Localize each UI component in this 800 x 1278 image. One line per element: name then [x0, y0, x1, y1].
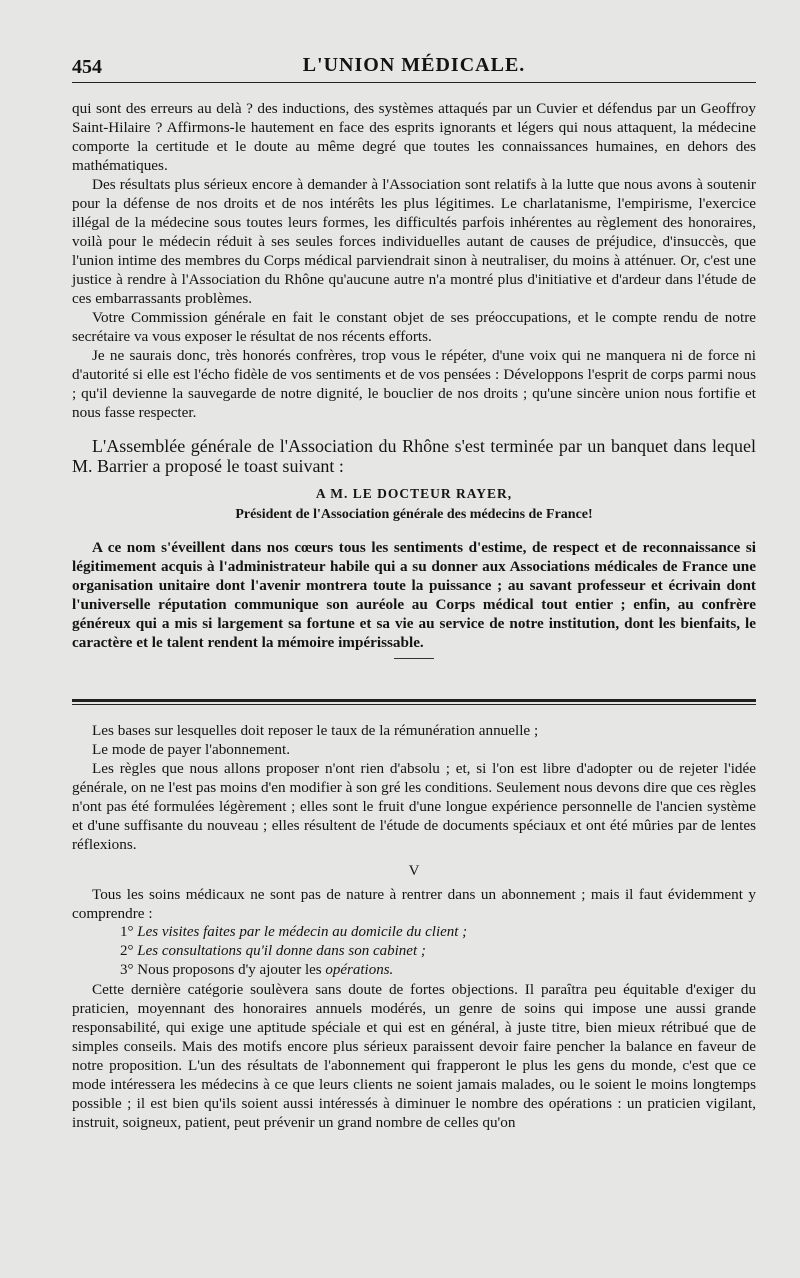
list-item	[72, 942, 756, 961]
banquet-paragraph: L'Assemblée générale de l'Association du Rhône s'est terminée par un banquet dans lequel M. Barrier a proposé le toast suivant :	[72, 436, 756, 476]
list-item	[72, 923, 756, 942]
section-divider	[72, 699, 756, 705]
list-item	[72, 961, 756, 980]
item-text: Nous proposons d'y ajouter les	[137, 962, 322, 978]
paragraph: qui sont des erreurs au delà ? des inductions, des systèmes attaqués par un Cuvier et défendus par un Geoffroy Saint-Hilaire ? Affirmons-le hautement en face des esprits ignorants et légers qui nous attaquent, la médecine comporte la certitude et le doute au même degré que toutes les connaissances humaines, en dehors des mathématiques.	[72, 100, 756, 174]
item-emphasis: opérations.	[325, 962, 394, 978]
item-number: 3°	[120, 962, 134, 978]
toast-heading: A M. LE DOCTEUR RAYER,	[315, 486, 513, 501]
item-text: Les consultations qu'il donne dans son cabinet ;	[137, 943, 426, 959]
page-number: 454	[72, 56, 102, 78]
item-number: 1°	[120, 924, 134, 940]
paragraph: Tous les soins médicaux ne sont pas de nature à rentrer dans un abonnement ; mais il faut évidemment y comprendre :	[72, 886, 756, 922]
short-divider	[394, 658, 434, 659]
item-text: Les visites faites par le médecin au domicile du client ;	[137, 924, 468, 940]
list-line: Le mode de payer l'abonnement.	[92, 741, 290, 758]
page-header	[72, 48, 756, 83]
paragraph: Je ne saurais donc, très honorés confrères, trop vous le répéter, d'une voix qui ne manquera ni de force ni d'autorité si elle est l'écho fidèle de vos sentiments et de vos pensées : Développons l'esprit de corps parmi nous ; qu'il devienne la sauvegarde de notre dignité, le bouclier de nos droits ; qu'une sincère union nous fortifie et nous fasse respecter.	[72, 347, 756, 421]
paragraph: Cette dernière catégorie soulèvera sans doute de fortes objections. Il paraîtra peu équitable d'exiger du praticien, moyennant des honoraires annuels modérés, un genre de soins qui impose une aussi grande responsabilité, qui exige une aptitude spéciale et qui est en général, à juste titre, bien mieux rétribué que de simples conseils. Mais des motifs encore plus sérieux paraissent devoir faire pencher la balance en faveur de notre proposition. L'un des résultats de l'abonnement qui frapperont le plus les gens du monde, c'est que ce mode intéressera les médecins à ce que leurs clients ne soient jamais malades, ou le soient le moins longtemps possible ; il est bien qu'ils soient aussi intéressés à diminuer le nombre des opérations : un praticien vigilant, instruit, soigneux, patient, peut prévenir un grand nombre de celles qu'on	[72, 981, 756, 1131]
section-abonnement-text	[72, 721, 756, 1132]
toast-subheading: Président de l'Association générale des médecins de France!	[235, 507, 593, 522]
list-line: Les bases sur lesquelles doit reposer le taux de la rémunération annuelle ;	[92, 722, 539, 739]
running-title: L'UNION MÉDICALE.	[302, 54, 526, 76]
paragraph: Votre Commission générale en fait le constant objet de ses préoccupations, et le compte rendu de notre secrétaire va vous exposer le résultat de nos récents efforts.	[72, 309, 756, 345]
paragraph: Des résultats plus sérieux encore à demander à l'Association sont relatifs à la lutte que nous avons à soutenir pour la défense de nos droits et de nos intérêts les plus légitimes. Le charlatanisme, l'empirisme, l'exercice illégal de la médecine sous toutes leurs formes, les difficultés parfois inhérentes au règlement des honoraires, voilà pour le médecin réduit à ses seules forces individuelles autant de causes de préjudice, d'insuccès, que l'union intime des membres du Corps médical parviendrait sinon à neutraliser, du moins à atténuer. Or, c'est une justice à rendre à l'Association du Rhône qu'aucune autre n'a montré plus d'initiative et d'ardeur dans l'étude de ces embarrassants problèmes.	[72, 176, 756, 307]
section-association-text	[72, 99, 756, 659]
paragraph: Les règles que nous allons proposer n'ont rien d'absolu ; et, si l'on est libre d'adopter ou de rejeter l'idée générale, on ne l'est pas moins d'en modifier à son gré les conditions. Seulement nous devons dire que ces règles n'ont pas été formulées légèrement ; elles sont le fruit d'une longue expérience personnelle de l'ancien système et d'une suffisante du nouveau ; elles résultent de l'étude de documents spéciaux et ont été mûries par de lentes réflexions.	[72, 760, 756, 853]
item-number: 2°	[120, 943, 134, 959]
toast-paragraph: A ce nom s'éveillent dans nos cœurs tous les sentiments d'estime, de respect et de reconnaissance si légitimement acquis à l'administrateur habile qui a su donner aux Associations médicales de France une organisation unitaire dont l'avenir montrera toute la puissance ; au savant professeur et écrivain dont l'universelle réputation communique son auréole au Corps médical tout entier ; enfin, au confrère généreux qui a mis si largement sa fortune et sa vie au service de notre institution, dont les bienfaits, le caractère et le talent rendent la mémoire impérissable.	[72, 539, 756, 651]
page-content	[72, 48, 756, 1132]
section-number: V	[408, 863, 420, 879]
